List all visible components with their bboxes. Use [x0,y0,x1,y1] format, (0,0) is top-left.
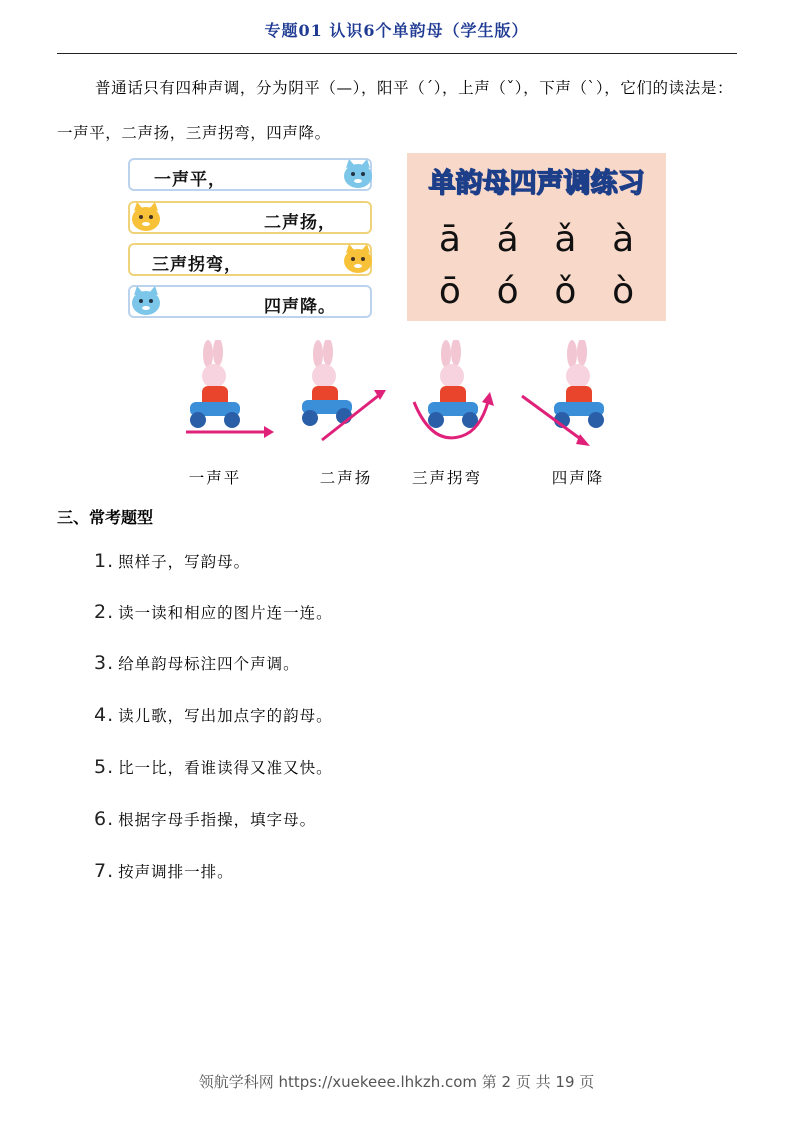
card-title: 单韵母四声调练习 [428,168,645,199]
pinyin-o2: ó [496,271,519,312]
banner-text: 一声平， [154,170,226,190]
rabbit-dip-figure [402,340,522,450]
question-7 [94,860,234,882]
figure-label-4: 四声降 [551,469,605,487]
tone-banner-3 [128,243,372,276]
rabbit-rising-figure [282,340,402,450]
question-3 [94,652,300,674]
rabbit-flat-figure [178,340,298,450]
question-text: 根据字母手指操，填字母。 [118,811,317,829]
question-number: 6. [94,808,115,830]
question-1 [94,550,250,572]
question-text: 照样子，写韵母。 [118,553,251,571]
question-text: 按声调排一排。 [118,863,234,881]
tone-banner-4 [128,285,372,318]
banner-text: 二声扬， [264,213,336,233]
blue-cat-icon [340,156,376,192]
page-footer: 领航学科网 https://xuekeee.lhkzh.com 第 2 页 共 19 页 [198,1073,595,1091]
question-6 [94,808,316,830]
tone-banner-1 [128,158,372,191]
question-number: 1. [94,550,115,572]
question-2 [94,601,333,623]
banner-text: 三声拐弯， [152,255,242,275]
question-number: 3. [94,652,115,674]
question-number: 7. [94,860,115,882]
question-text: 读儿歌，写出加点字的韵母。 [118,707,333,725]
question-number: 2. [94,601,115,623]
pinyin-o4: ò [612,271,635,312]
figure-label-2: 二声扬 [319,469,373,487]
header-rule [57,53,737,54]
question-text: 给单韵母标注四个声调。 [118,655,300,673]
yellow-cat-icon [128,199,164,235]
blue-cat-icon [128,283,164,319]
pinyin-a3: ǎ [554,219,577,260]
question-number: 5. [94,756,115,778]
question-text: 读一读和相应的图片连一连。 [118,604,333,622]
question-5 [94,756,333,778]
question-4 [94,704,333,726]
pinyin-a2: á [496,219,519,260]
rabbit-falling-figure [518,340,638,450]
pinyin-o1: ō [438,271,461,312]
question-number: 4. [94,704,115,726]
question-text: 比一比，看谁读得又准又快。 [118,759,333,777]
pinyin-row-o [407,271,666,312]
pinyin-a4: à [612,219,635,260]
figure-label-1: 一声平 [188,469,242,487]
pinyin-a1: ā [438,219,461,260]
figure-label-3: 三声拐弯 [411,469,482,487]
pinyin-row-a [407,219,666,260]
yellow-cat-icon [340,241,376,277]
pinyin-o3: ǒ [554,271,577,312]
section-title: 三、常考题型 [57,508,154,527]
tone-banner-2 [128,201,372,234]
practice-card [407,153,666,321]
banner-text: 四声降。 [264,297,336,317]
page-title: 专题01 认识6个单韵母（学生版） [264,21,529,40]
intro-paragraph: 普通话只有四种声调，分为阴平（—），阳平（ˊ），上声（ˇ），下声（ˋ），它们的读法是：一声平，二声扬，三声拐弯，四声降。 [57,79,734,142]
